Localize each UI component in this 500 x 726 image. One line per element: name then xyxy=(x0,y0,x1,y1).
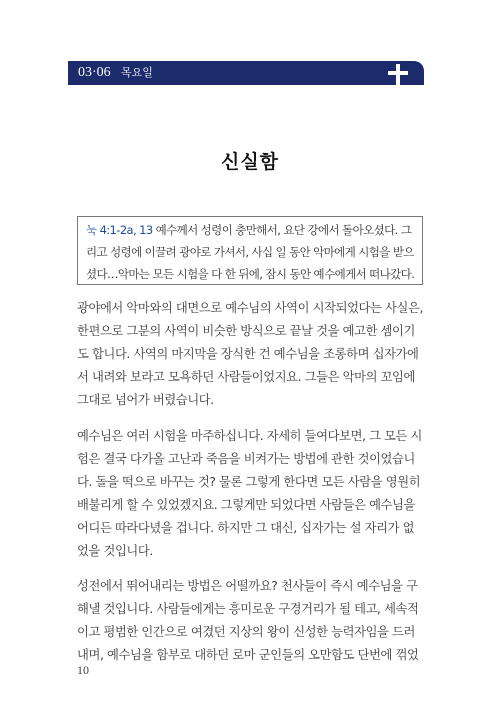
paragraph-1-line: 그대로 넘어가 버렸습니다. xyxy=(77,393,214,407)
date-header-bar xyxy=(68,61,424,85)
page-number: 10 xyxy=(77,663,89,677)
scripture-line xyxy=(86,223,419,237)
header-day: 목요일 xyxy=(121,66,153,79)
paragraph-1-line: 도 합니다. 사역의 마지막을 장식한 건 예수님을 조롱하며 십자가에 xyxy=(77,347,419,361)
paragraph-1-line: 한편으로 그분의 사역이 비슷한 방식으로 끝날 것을 예고한 셈이기 xyxy=(77,324,415,338)
paragraph-1-line: 서 내려와 보라고 모욕하던 사람들이었지요. 그들은 악마의 꼬임에 xyxy=(77,370,415,384)
paragraph-2-line: 었을 것입니다. xyxy=(77,544,153,558)
paragraph-2-line: 험은 결국 다가올 고난과 죽음을 비켜가는 방법에 관한 것이었습니 xyxy=(77,452,415,466)
header-date: 03·06 xyxy=(78,65,111,80)
paragraph-1-line: 광야에서 악마와의 대면으로 예수님의 사역이 시작되었다는 사실은, xyxy=(77,301,423,315)
paragraph-2-line: 어디든 따라다녔을 겁니다. 하지만 그 대신, 십자가는 설 자리가 없 xyxy=(77,521,415,535)
paragraph-3-line: 해낼 것입니다. 사람들에게는 흥미로운 구경거리가 될 테고, 세속적 xyxy=(77,602,419,616)
cross-icon xyxy=(388,64,408,86)
paragraph-3-line: 성전에서 뛰어내리는 방법은 어떨까요? 천사들이 즉시 예수님을 구 xyxy=(77,579,418,593)
paragraph-2-line: 배불리게 할 수 있었겠지요. 그렇게만 되었다면 사람들은 예수님을 xyxy=(77,498,415,512)
paragraph-2-line: 예수님은 여러 시험을 마주하십니다. 자세히 들여다보면, 그 모든 시 xyxy=(77,429,423,443)
paragraph-3-line: 이고 평범한 인간으로 여겼던 지상의 왕이 신성한 능력자임을 드러 xyxy=(77,625,415,639)
scripture-reference: 눅 4:1-2a, 13 xyxy=(86,223,153,237)
page-title: 신실함 xyxy=(220,151,280,173)
scripture-line: 셨다…악마는 모든 시험을 다 한 뒤에, 잠시 동안 예수에게서 떠나갔다. xyxy=(86,267,415,281)
scripture-line: 리고 성령에 이끌려 광야로 가셔서, 사십 일 동안 악마에게 시험을 받으 xyxy=(86,245,414,259)
paragraph-3-line: 내며, 예수님을 함부로 대하던 로마 군인들의 오만함도 단번에 꺾었 xyxy=(77,648,419,662)
scripture-text: 예수께서 성령이 충만해서, 요단 강에서 돌아오셨다. 그 xyxy=(152,223,412,237)
paragraph-2-line: 다. 돌을 떡으로 바꾸는 것? 물론 그렇게 한다면 모든 사람을 영원히 xyxy=(77,475,421,489)
